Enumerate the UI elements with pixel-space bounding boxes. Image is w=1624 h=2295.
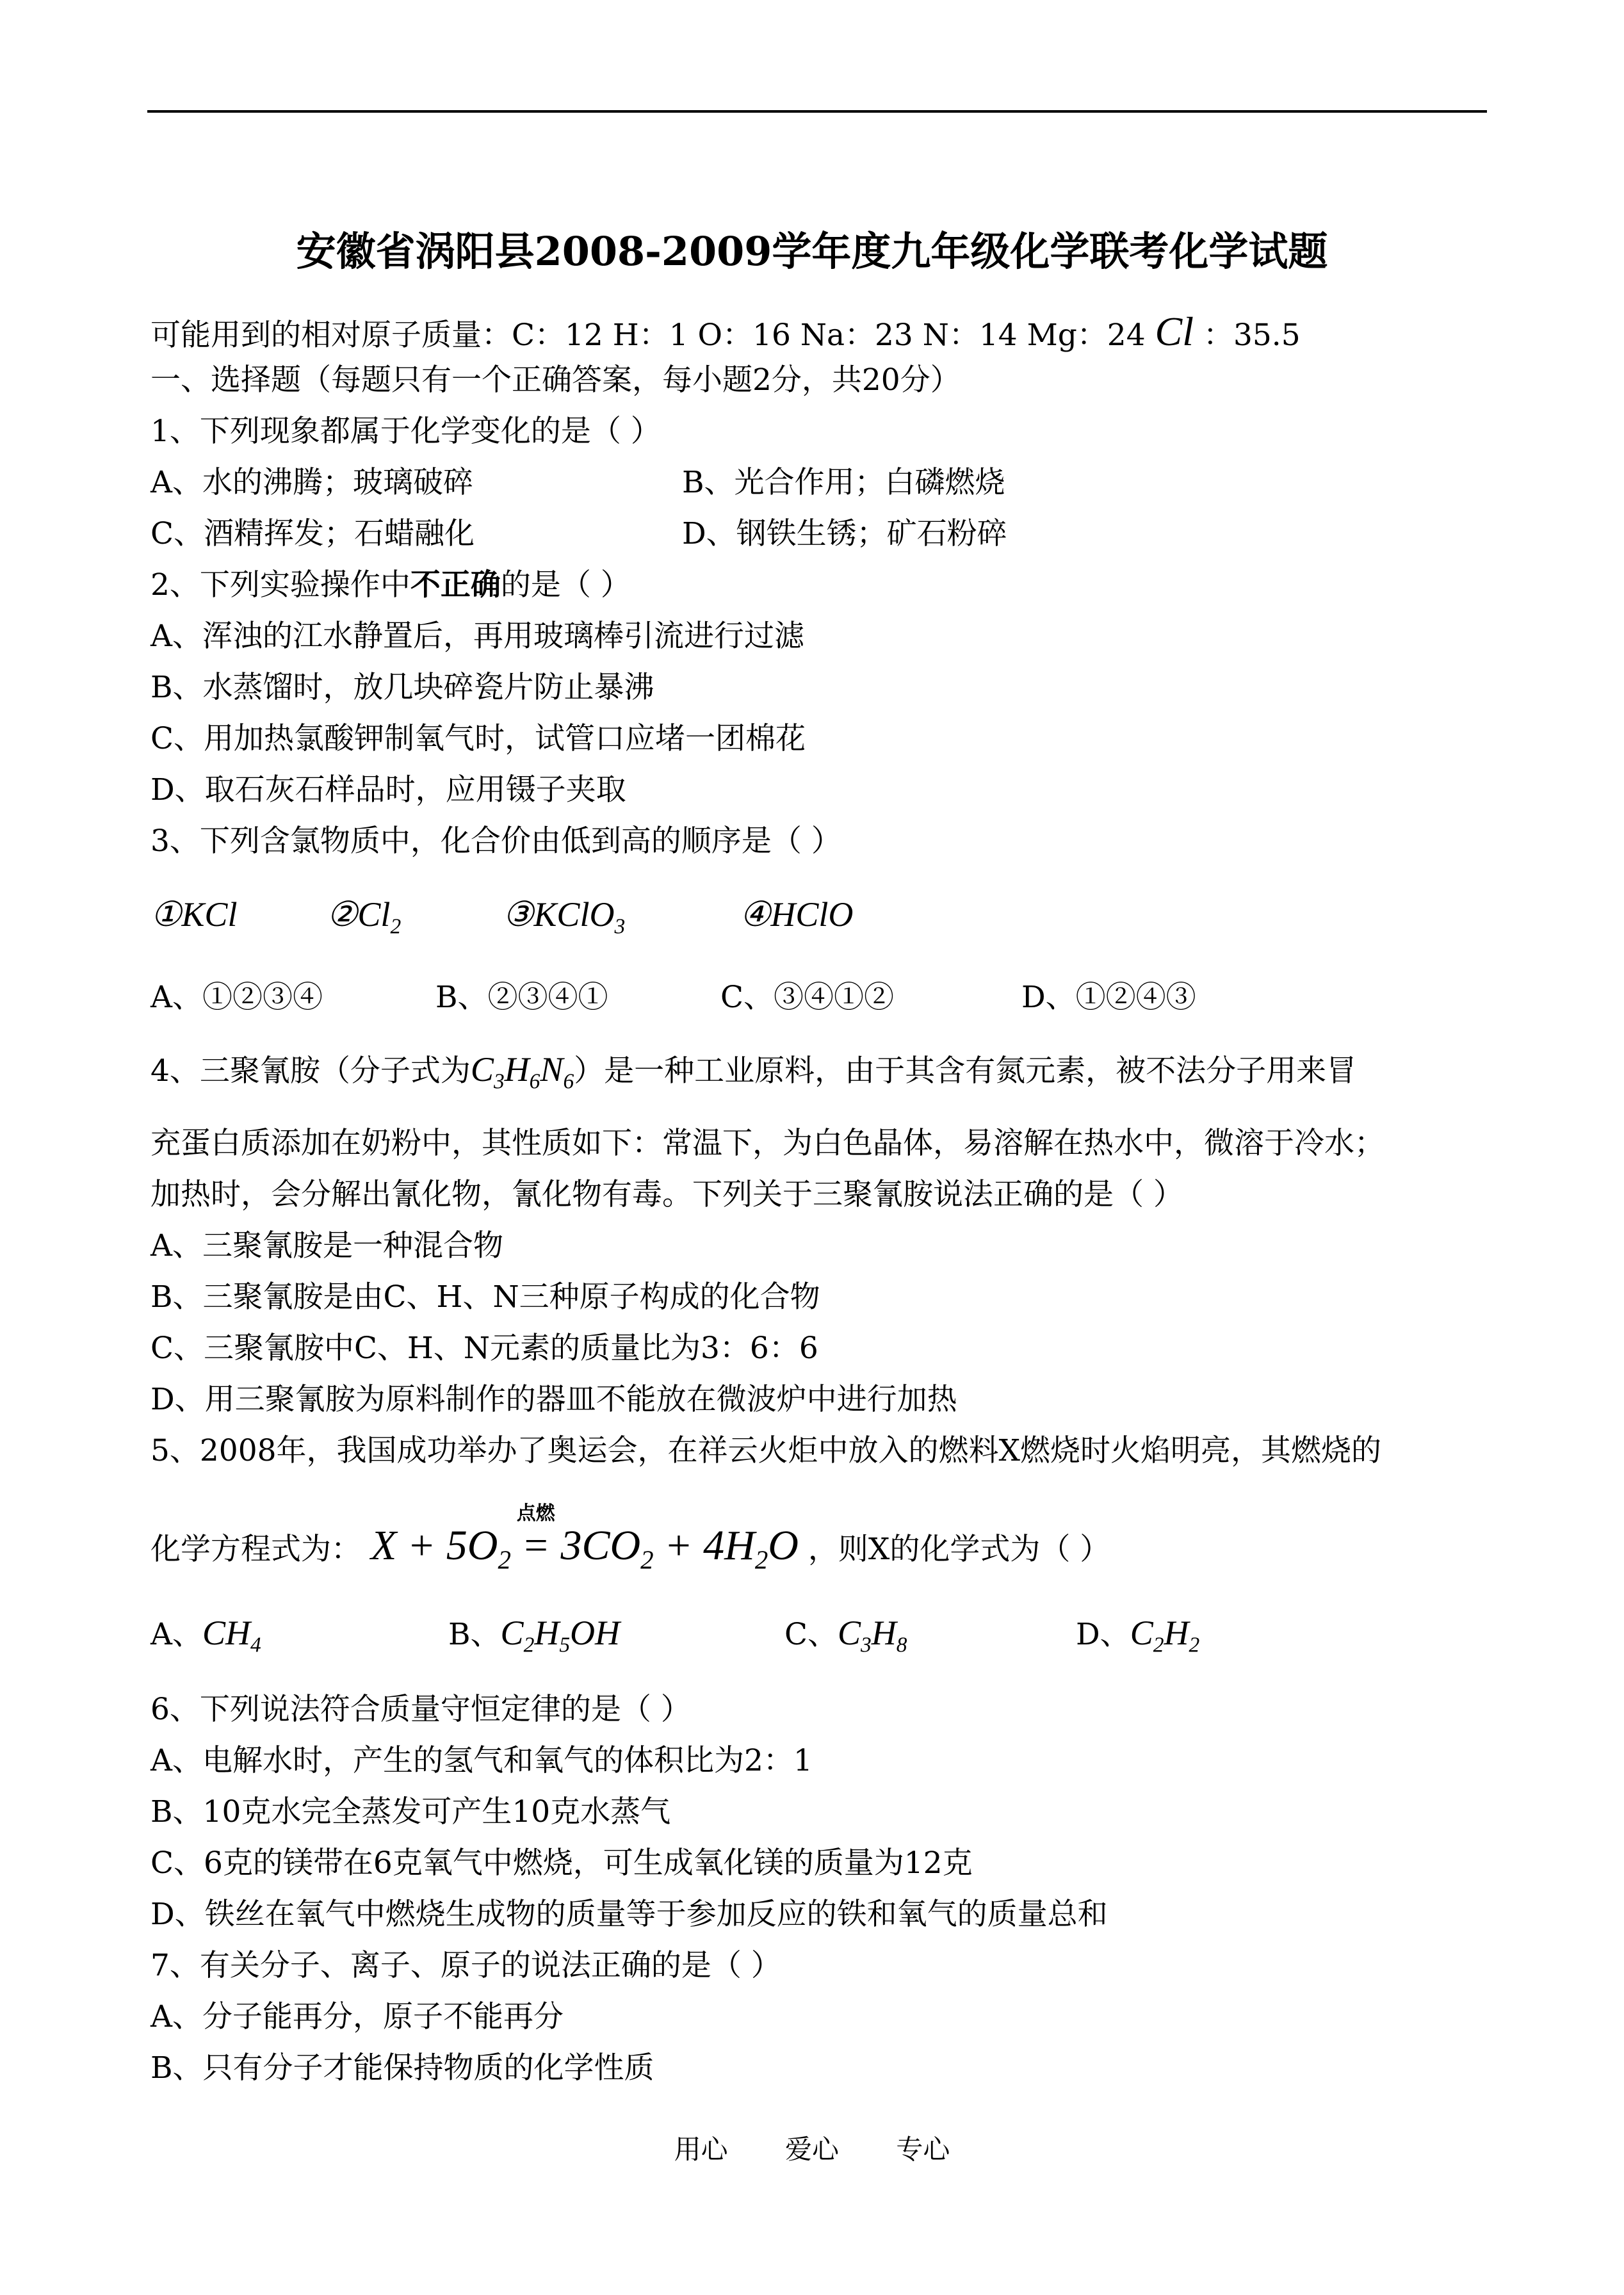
q5-option-d-label: D、 [1076,1617,1130,1652]
q5-option-a [150,1614,261,1657]
q4-option-b: B、三聚氰胺是由C、H、N三种原子构成的化合物 [150,1279,820,1315]
q3-option-d: D、①②④③ [1021,980,1196,1015]
q3-substance-2: $②Cl_2$ [327,895,402,939]
q5-option-c-label: C、 [784,1617,838,1652]
q3-option-b: B、②③④① [435,980,608,1015]
page-footer [0,2129,1624,2167]
q6-option-d: D、铁丝在氧气中燃烧生成物的质量等于参加反应的铁和氧气的质量总和 [150,1897,1108,1932]
q1-option-d: D、钢铁生锈；矿石粉碎 [682,516,1007,551]
reaction-condition: 点燃 [516,1502,555,1525]
q5-option-b-label: B、 [448,1617,501,1652]
cl-value: ：35.5 [1203,318,1301,353]
q2-stem-emphasis: 不正确 [410,567,501,603]
q4-stem [150,1050,1357,1094]
q5-option-b-formula: $C_2H_5OH$ [500,1614,621,1657]
q2-option-a: A、浑浊的江水静置后，再用玻璃棒引流进行过滤 [150,619,804,654]
q4-formula: $C_3H_6N_6$ [470,1050,574,1094]
q7-option-a: A、分子能再分，原子不能再分 [150,1999,564,2034]
footer-text-3: 专心 [896,2134,950,2165]
footer-text-1: 用心 [674,2134,728,2165]
q2-stem [150,566,631,604]
q4-stem-post: ）是一种工业原料，由于其含有氮元素，被不法分子用来冒 [574,1053,1357,1089]
chemical-equation: $X + 5O_2$ 点燃 = $3CO_2 + 4H_2O$ [371,1522,799,1569]
q5-stem: 5、2008年，我国成功举办了奥运会，在祥云火炬中放入的燃料X燃烧时火焰明亮，其燃烧的 [150,1433,1381,1468]
q6-stem: 6、下列说法符合质量守恒定律的是（ ） [150,1692,691,1727]
q4-option-c: C、三聚氰胺中C、H、N元素的质量比为3：6：6 [150,1331,818,1366]
q3-substance-3: ③KClO$_3$ [503,895,626,939]
q6-option-c: C、6克的镁带在6克氧气中燃烧，可生成氧化镁的质量为12克 [150,1845,973,1881]
q2-option-c: C、用加热氯酸钾制氧气时，试管口应堵一团棉花 [150,721,806,756]
q4-option-a: A、三聚氰胺是一种混合物 [150,1228,503,1263]
q3-option-c: C、③④①② [720,980,894,1015]
q5-option-b [448,1614,621,1657]
q4-stem-line3: 加热时，会分解出氰化物，氰化物有毒。下列关于三聚氰胺说法正确的是（ ） [150,1177,1183,1212]
q5-equation-suffix: ，则X的化学式为（ ） [808,1532,1110,1567]
q5-option-d-formula: $C_2H_2$ [1130,1614,1200,1657]
q2-stem-post: 的是（ ） [500,567,631,603]
q4-stem-line2: 充蛋白质添加在奶粉中，其性质如下：常温下，为白色晶体，易溶解在热水中，微溶于冷水； [150,1126,1384,1161]
atomic-masses-prefix: 可能用到的相对原子质量：C：12 H：1 O：16 Na：23 N：14 Mg：24 [150,318,1146,353]
q2-stem-pre: 2、下列实验操作中 [150,567,410,603]
q5-option-c-formula: $C_3H_8$ [837,1614,907,1657]
q4-stem-pre: 4、三聚氰胺（分子式为 [150,1053,471,1089]
q6-option-b: B、10克水完全蒸发可产生10克水蒸气 [150,1794,671,1829]
q5-equation-prefix: 化学方程式为： [150,1532,361,1567]
q5-option-c [784,1614,907,1657]
q1-stem: 1、下列现象都属于化学变化的是（ ） [150,414,661,449]
section1-heading: 一、选择题（每题只有一个正确答案，每小题2分，共20分） [150,362,961,398]
q2-option-d: D、取石灰石样品时，应用镊子夹取 [150,772,626,807]
page-title: 安徽省涡阳县2008-2009学年度九年级化学联考化学试题 [296,228,1328,275]
q5-option-d [1076,1614,1200,1657]
header-rule [147,110,1487,113]
cl-symbol: Cl [1155,309,1194,354]
q4-option-d: D、用三聚氰胺为原料制作的器皿不能放在微波炉中进行加热 [150,1382,957,1417]
q5-option-a-label: A、 [150,1617,202,1652]
q5-option-a-formula: $CH_4$ [202,1614,261,1657]
q6-option-a: A、电解水时，产生的氢气和氧气的体积比为2：1 [150,1743,813,1778]
atomic-masses-line [150,309,1301,355]
q2-option-b: B、水蒸馏时，放几块碎瓷片防止暴沸 [150,670,654,705]
q3-stem: 3、下列含氯物质中，化合价由低到高的顺序是（ ） [150,823,841,859]
q7-option-b: B、只有分子才能保持物质的化学性质 [150,2050,654,2086]
q1-option-a: A、水的沸腾；玻璃破碎 [150,465,473,500]
q3-substance-1: ①KCl [150,895,238,934]
footer-text-2: 爱心 [784,2134,839,2165]
q3-substance-4: ④HClO [740,895,854,934]
q1-option-c: C、酒精挥发；石蜡融化 [150,516,475,551]
q3-option-a: A、①②③④ [150,980,323,1015]
q1-option-b: B、光合作用；白磷燃烧 [682,465,1005,500]
q5-equation-line [150,1502,1110,1575]
equation-equals: 点燃 = [521,1527,550,1565]
q7-stem: 7、有关分子、离子、原子的说法正确的是（ ） [150,1948,781,1983]
